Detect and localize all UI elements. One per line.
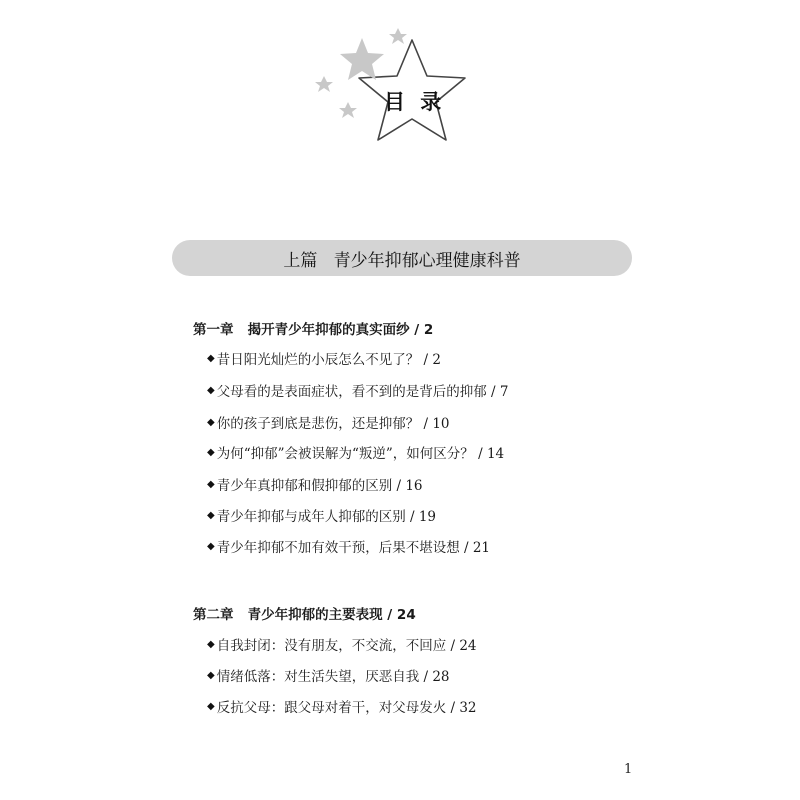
toc-entry-text: 为何“抑郁”会被误解为“叛逆”，如何区分？ / 14 xyxy=(216,446,505,462)
toc-entry-text: 父母看的是表面症状，看不到的是背后的抑郁 / 7 xyxy=(216,384,509,400)
toc-entry[interactable] xyxy=(207,505,436,525)
bullet-icon: ◆ xyxy=(207,478,215,490)
bullet-icon: ◆ xyxy=(207,700,215,712)
toc-title: 目 录 xyxy=(384,90,446,114)
small-star-icon xyxy=(339,102,357,118)
toc-entry[interactable] xyxy=(207,412,450,432)
small-star-icon xyxy=(389,28,407,44)
bullet-icon: ◆ xyxy=(207,384,215,396)
toc-entry[interactable] xyxy=(207,442,504,462)
toc-entry-text: 情绪低落：对生活失望，厌恶自我 / 28 xyxy=(216,669,450,685)
toc-entry[interactable] xyxy=(207,348,441,368)
toc-entry-text: 自我封闭：没有朋友，不交流，不回应 / 24 xyxy=(216,638,477,654)
toc-entry[interactable] xyxy=(207,474,423,494)
toc-entry[interactable] xyxy=(207,536,490,556)
toc-entry-text: 青少年抑郁不加有效干预，后果不堪设想 / 21 xyxy=(216,540,491,556)
chapter-heading[interactable]: 第二章 青少年抑郁的主要表现 / 24 xyxy=(193,607,416,623)
part-title: 上篇 青少年抑郁心理健康科普 xyxy=(283,250,521,271)
bullet-icon: ◆ xyxy=(207,416,215,428)
toc-entry-text: 青少年真抑郁和假抑郁的区别 / 16 xyxy=(216,478,423,494)
bullet-icon: ◆ xyxy=(207,446,215,458)
toc-entry-text: 反抗父母：跟父母对着干，对父母发火 / 32 xyxy=(216,700,477,716)
bullet-icon: ◆ xyxy=(207,669,215,681)
toc-entry-text: 青少年抑郁与成年人抑郁的区别 / 19 xyxy=(216,509,437,525)
bullet-icon: ◆ xyxy=(207,540,215,552)
bullet-icon: ◆ xyxy=(207,638,215,650)
page-number: 1 xyxy=(624,762,633,777)
gray-star-icon xyxy=(340,38,384,80)
toc-entry-text: 你的孩子到底是悲伤，还是抑郁？ / 10 xyxy=(216,416,450,432)
chapter-heading[interactable]: 第一章 揭开青少年抑郁的真实面纱 / 2 xyxy=(193,322,434,338)
toc-entry[interactable] xyxy=(207,380,508,400)
toc-entry-text: 昔日阳光灿烂的小辰怎么不见了？ / 2 xyxy=(216,352,441,368)
toc-entry[interactable] xyxy=(207,634,477,654)
small-star-icon xyxy=(315,76,333,92)
part-banner xyxy=(172,240,632,276)
toc-entry[interactable] xyxy=(207,696,477,716)
toc-entry[interactable] xyxy=(207,665,450,685)
bullet-icon: ◆ xyxy=(207,509,215,521)
bullet-icon: ◆ xyxy=(207,352,215,364)
